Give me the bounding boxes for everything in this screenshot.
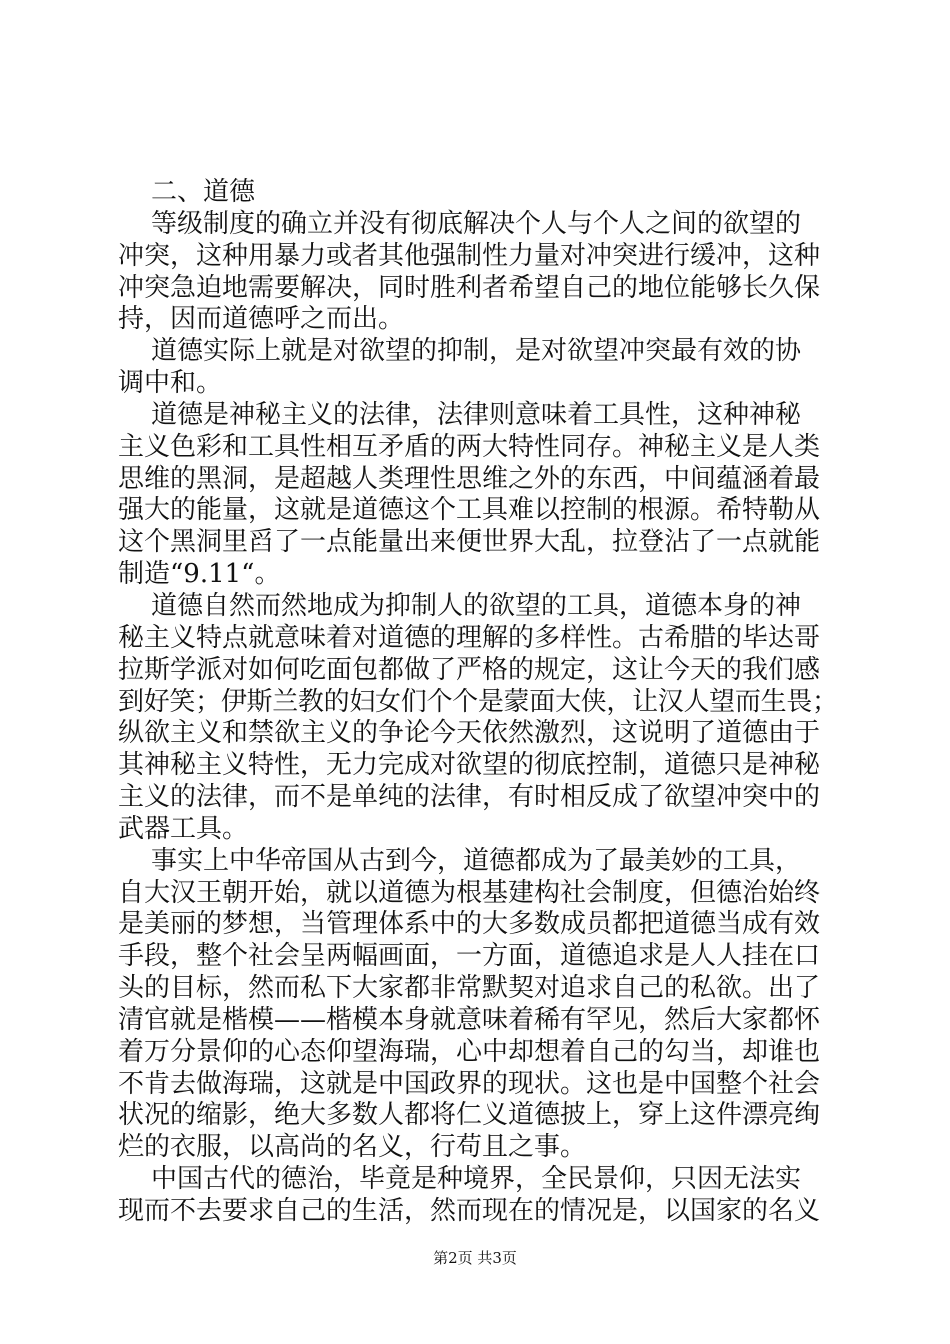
text-line: 秘主义特点就意味着对道德的理解的多样性。古希腊的毕达哥 [118,622,821,653]
text-line: 武器工具。 [118,813,249,844]
text-line: 不肯去做海瑞，这就是中国政界的现状。这也是中国整个社会 [118,1068,821,1099]
text-line: 手段，整个社会呈两幅画面，一方面，道德追求是人人挂在口 [118,941,821,972]
text-line: 调中和。 [118,368,223,399]
text-line: 冲突，这种用暴力或者其他强制性力量对冲突进行缓冲，这种 [118,240,821,271]
text-line: 到好笑；伊斯兰教的妇女们个个是蒙面大侠，让汉人望而生畏； [118,686,838,717]
text-line: 事实上中华帝国从古到今，道德都成为了最美妙的工具， [118,845,802,876]
text-line: 清官就是楷模——楷模本身就意味着稀有罕见，然后大家都怀 [118,1004,821,1035]
text-line: 纵欲主义和禁欲主义的争论今天依然激烈，这说明了道德由于 [118,718,821,749]
text-line: 主义色彩和工具性相互矛盾的两大特性同存。神秘主义是人类 [118,431,821,462]
text-line: 制造“9.11“。 [118,559,281,590]
text-line: 头的目标，然而私下大家都非常默契对追求自己的私欲。出了 [118,973,821,1004]
text-line: 主义的法律，而不是单纯的法律，有时相反成了欲望冲突中的 [118,782,821,813]
document-body [118,177,838,1228]
text-line: 烂的衣服，以高尚的名义，行苟且之事。 [118,1132,587,1163]
text-line: 拉斯学派对如何吃面包都做了严格的规定，这让今天的我们感 [118,654,821,685]
text-line: 中国古代的德治，毕竟是种境界，全民景仰，只因无法实 [118,1164,802,1195]
text-line: 着万分景仰的心态仰望海瑞，心中却想着自己的勾当，却谁也 [118,1036,821,1067]
text-line: 这个黑洞里舀了一点能量出来便世界大乱，拉登沾了一点就能 [118,527,821,558]
text-line: 道德实际上就是对欲望的抑制，是对欲望冲突最有效的协 [118,336,802,367]
page-footer: 第2页 共3页 [433,1249,517,1267]
text-line: 道德自然而然地成为抑制人的欲望的工具，道德本身的神 [118,590,802,621]
text-line: 二、道德 [118,177,256,207]
text-line: 思维的黑洞，是超越人类理性思维之外的东西，中间蕴涵着最 [118,463,821,494]
text-line: 现而不去要求自己的生活，然而现在的情况是，以国家的名义 [118,1196,821,1226]
text-line: 道德是神秘主义的法律，法律则意味着工具性，这种神秘 [118,399,802,430]
text-line: 强大的能量，这就是道德这个工具难以控制的根源。希特勒从 [118,495,821,526]
text-line: 持，因而道德呼之而出。 [118,304,405,335]
text-line: 其神秘主义特性，无力完成对欲望的彻底控制，道德只是神秘 [118,750,821,781]
text-line: 等级制度的确立并没有彻底解决个人与个人之间的欲望的 [118,208,802,239]
text-line: 是美丽的梦想，当管理体系中的大多数成员都把道德当成有效 [118,909,821,940]
text-line: 状况的缩影，绝大多数人都将仁义道德披上，穿上这件漂亮绚 [118,1100,821,1131]
text-line: 冲突急迫地需要解决，同时胜利者希望自己的地位能够长久保 [118,272,821,303]
text-line: 自大汉王朝开始，就以道德为根基建构社会制度，但德治始终 [118,877,821,908]
